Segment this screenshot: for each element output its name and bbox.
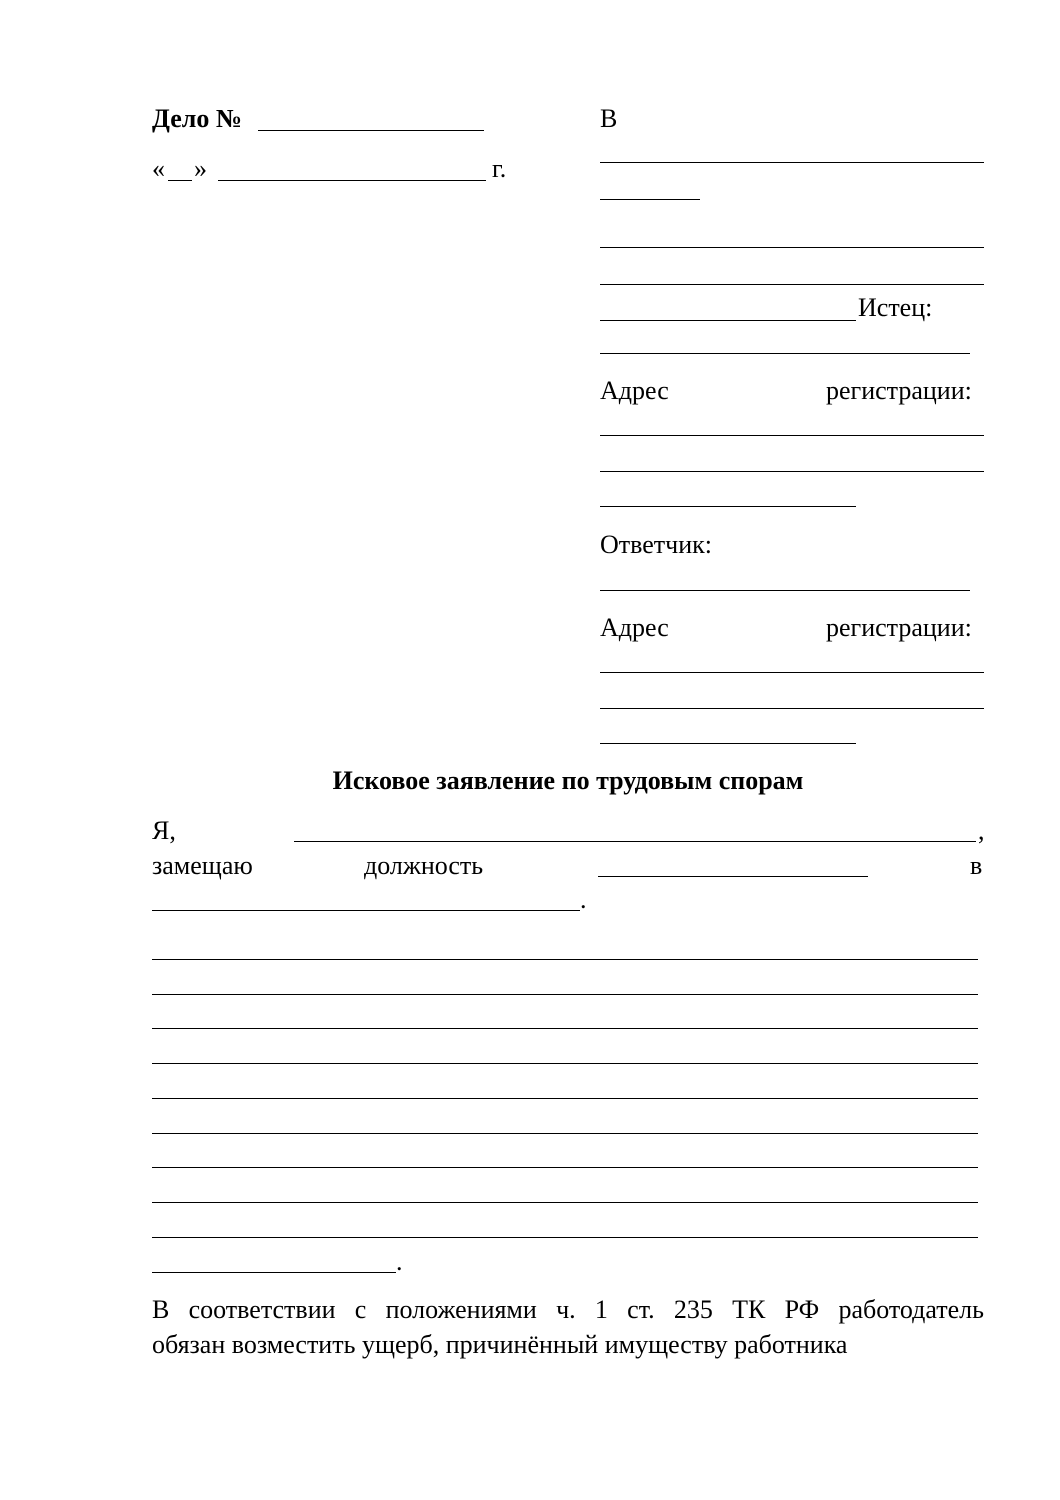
- body-line-8[interactable]: [152, 1202, 978, 1203]
- plaintiff-address-label-right: регистрации:: [826, 376, 972, 405]
- intro-holding-word: замещаю: [152, 851, 253, 880]
- full-name-field[interactable]: [294, 841, 976, 842]
- body-line-2[interactable]: [152, 994, 978, 995]
- defendant-address-line-3[interactable]: [600, 743, 856, 744]
- defendant-label: Ответчик:: [600, 530, 713, 559]
- date-month-field[interactable]: [218, 180, 486, 181]
- plaintiff-label: Истец:: [858, 293, 933, 322]
- court-name-line-5[interactable]: [600, 320, 856, 321]
- closing-paragraph-line-1: В соответствии с положениями ч. 1 ст. 235 ТК РФ работодатель: [152, 1295, 984, 1324]
- intro-position-word: должность: [364, 851, 484, 880]
- body-line-7[interactable]: [152, 1167, 978, 1168]
- body-line-4[interactable]: [152, 1063, 978, 1064]
- body-end-period: .: [396, 1247, 403, 1276]
- employer-field[interactable]: [152, 910, 580, 911]
- document-title: Исковое заявление по трудовым спорам: [332, 766, 804, 795]
- body-line-1[interactable]: [152, 959, 978, 960]
- defendant-address-label-right: регистрации:: [826, 613, 972, 642]
- year-suffix: г.: [492, 154, 507, 183]
- body-line-10[interactable]: [152, 1272, 396, 1273]
- body-line-6[interactable]: [152, 1133, 978, 1134]
- intro-i-label: Я,: [152, 816, 176, 845]
- intro-comma: ,: [978, 816, 985, 845]
- case-number-field[interactable]: [258, 130, 484, 131]
- plaintiff-address-label-left: Адрес: [600, 376, 669, 405]
- body-line-9[interactable]: [152, 1237, 978, 1238]
- position-field[interactable]: [598, 876, 868, 877]
- plaintiff-address-line-1[interactable]: [600, 435, 984, 436]
- court-name-line-2[interactable]: [600, 199, 700, 200]
- case-number-label: Дело №: [152, 104, 242, 133]
- to-court-label: В: [600, 104, 618, 133]
- plaintiff-address-line-2[interactable]: [600, 471, 984, 472]
- plaintiff-address-line-3[interactable]: [600, 506, 856, 507]
- body-line-5[interactable]: [152, 1098, 978, 1099]
- court-name-line-4[interactable]: [600, 284, 984, 285]
- defendant-address-label-left: Адрес: [600, 613, 669, 642]
- plaintiff-name-field[interactable]: [600, 353, 970, 354]
- court-name-line-1[interactable]: [600, 162, 984, 163]
- body-line-3[interactable]: [152, 1028, 978, 1029]
- intro-period: .: [580, 885, 587, 914]
- date-open-quote: «: [152, 154, 165, 183]
- closing-paragraph-line-2: обязан возместить ущерб, причинённый имуществу работника: [152, 1330, 848, 1359]
- defendant-name-field[interactable]: [600, 590, 970, 591]
- intro-in-word: в: [970, 851, 983, 880]
- date-day-field[interactable]: [168, 180, 192, 181]
- defendant-address-line-2[interactable]: [600, 708, 984, 709]
- date-close-quote: »: [194, 154, 207, 183]
- defendant-address-line-1[interactable]: [600, 672, 984, 673]
- court-name-line-3[interactable]: [600, 247, 984, 248]
